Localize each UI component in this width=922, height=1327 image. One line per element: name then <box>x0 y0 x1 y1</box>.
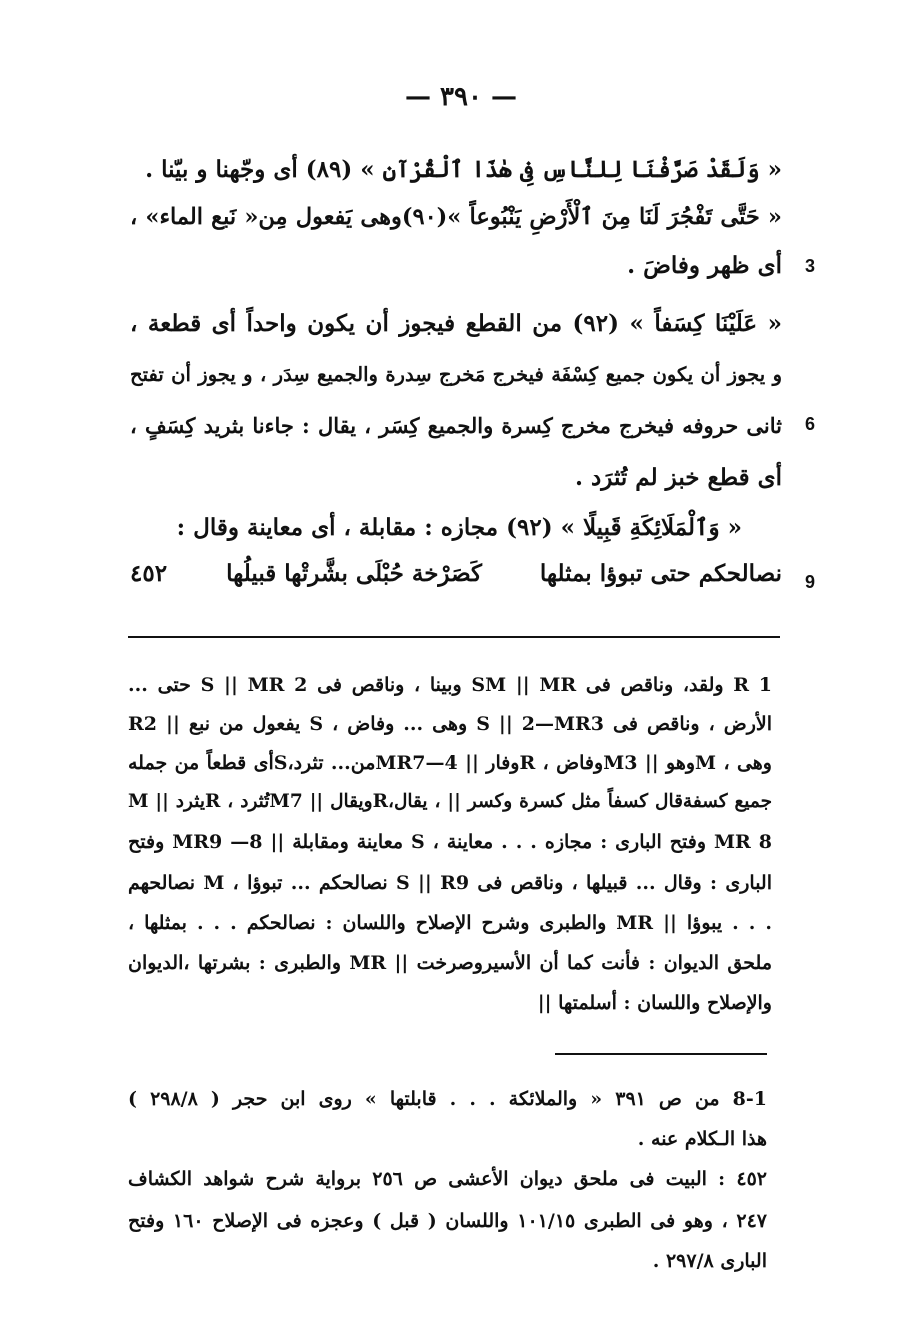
verse-number: ٤٥٢ <box>130 560 168 587</box>
verse-hemistich-second: كَصَرْخة حُبْلَى بشَّرتْها قبيلُها <box>226 560 482 587</box>
apparatus-line: البارى : وقال ... قبيلها ، وناقص فى S || R9 نصالحكم ... تبوؤا ، M نصالحهم <box>128 872 772 894</box>
main-text-line: « وَلَقَدْ صَرَّفْنَا لِلنَّاسِ فِى هٰذَا ٱلْقُرْآنِ » (٨٩) أى وجّهنا و بيّنا . <box>145 156 782 183</box>
line-number: 3 <box>804 256 815 276</box>
line-number: 6 <box>804 414 815 434</box>
verse-hemistich-first: نصالحكم حتى تبوؤا بمثلها <box>539 560 782 587</box>
apparatus-line: . . . يبوؤا || MR والطبرى وشرح الإصلاح واللسان : نصالحكم . . . بمثلها ، <box>128 912 772 934</box>
apparatus-line: الأرض ، وناقص فى S || 2—MR3 وهى ... وفاض ، S يفعول من نبع || R2 <box>128 713 772 735</box>
apparatus-line: وهى ، Mوهو || M3وفاض ، Rوفار || 4—MR7من... تثرد،Sأى قطعاً من جمله <box>128 752 772 774</box>
apparatus-line: ملحق الديوان : فأنت كما أن الأسيروصرخت || MR والطبرى : بشرتها ،الديوان <box>128 952 772 974</box>
footnote-line: هذا الـكلام عنه . <box>637 1128 767 1150</box>
line-number: 9 <box>804 572 815 592</box>
apparatus-line: والإصلاح واللسان : أسلمتها || <box>537 992 772 1014</box>
apparatus-line: R 1 ولقد، وناقص فى SM || MR وبينا ، وناقص فى S || MR 2 حتى ... <box>128 674 773 696</box>
main-text-line: « وَٱلْمَلَائِكَةِ قَبِيلًا » (٩٢) مجازه : مقابلة ، أى معاينة وقال : <box>176 514 742 541</box>
main-text-line: ثانى حروفه فيخرج مخرج كِسرة والجميع كِسَر ، يقال : جاءنا بثريد كِسَفٍ ، <box>130 413 782 438</box>
footnote-line: ٤٥٢ : البيت فى ملحق ديوان الأعشى ص ٢٥٦ برواية شرح شواهد الكشاف <box>128 1168 767 1190</box>
main-text-line: أى قطع خبز لم تُثرَد . <box>575 464 782 491</box>
footnote-line: البارى ٢٩٧/٨ . <box>652 1250 767 1272</box>
apparatus-line: جميع كسفةقال كسفاً مثل كسرة وكسر || ، يقال،Rويقال || M7تُثرد ، Rيثرد || M <box>128 791 773 812</box>
notes-divider <box>555 1053 767 1055</box>
footnote-line: 8-1 من ص ٣٩١ « والملائكة . . . قابلتها » روى ابن حجر ( ٢٩٨/٨ ) <box>128 1088 767 1110</box>
main-divider <box>128 636 780 638</box>
main-text-line: أى ظهر وفاضَ . <box>627 252 782 279</box>
page-number: — ٣٩٠ — <box>404 82 518 112</box>
apparatus-line: MR 8 وفتح البارى : مجازه . . . معاينة ، S معاينة ومقابلة || 8— MR9 وفتح <box>128 831 773 853</box>
footnote-line: ٢٤٧ ، وهو فى الطبرى ١٠١/١٥ واللسان ( قبل ) وعجزه فى الإصلاح ١٦٠ وفتح <box>128 1210 767 1232</box>
main-text-line: و يجوز أن يكون جميع كِسْفَة فيخرج مَخرج سِدرة والجميع سِدَر ، و يجوز أن تفتح <box>130 363 782 386</box>
main-text-line: « عَلَيْنَا كِسَفاً » (٩٢) من القطع فيجوز أن يكون واحداً أى قطعة ، <box>130 310 782 337</box>
poetry-verse <box>130 560 782 600</box>
main-text-line: « حَتَّى تَفْجُرَ لَنَا مِنَ ٱلْأَرْضِ يَنْبُوعاً »(٩٠)وهى يَفعول مِن« نَبع الماء» ، <box>130 204 782 230</box>
